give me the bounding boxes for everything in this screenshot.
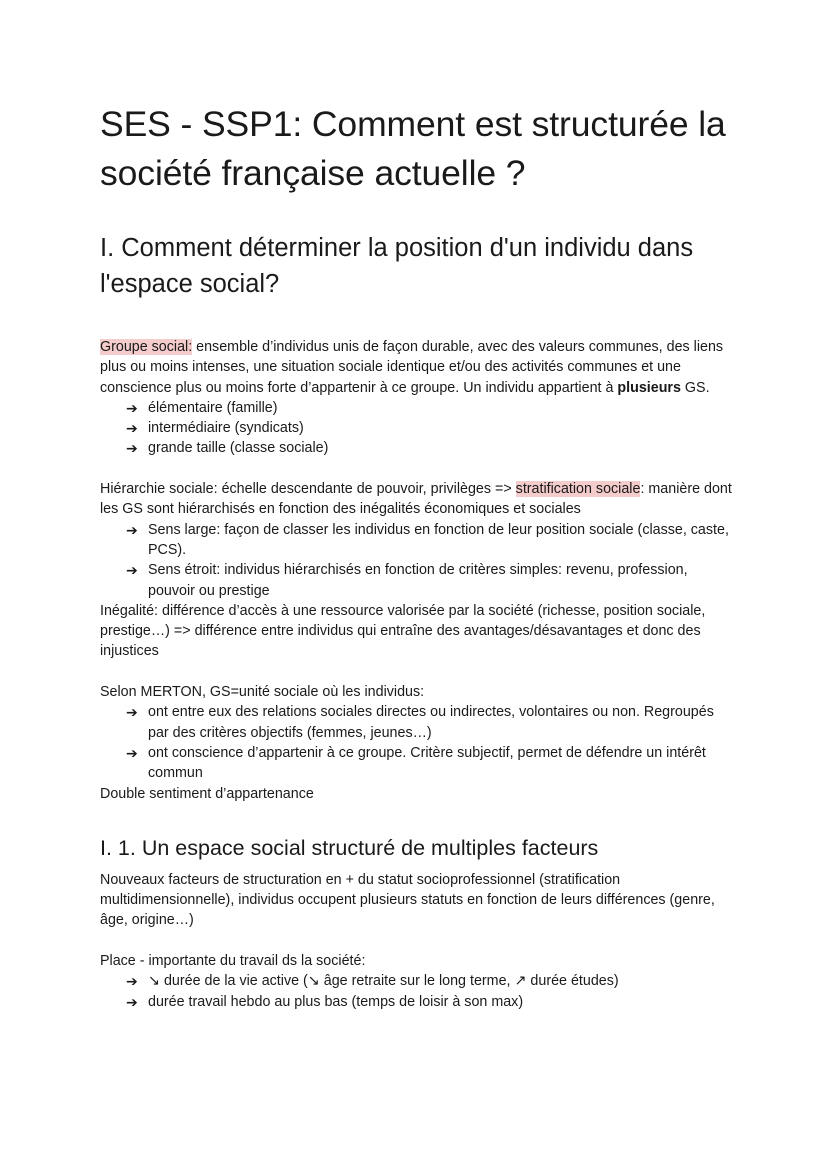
arrow-bullet-icon: ➔ (126, 704, 138, 721)
list-item: ➔ intermédiaire (syndicats) (126, 418, 736, 438)
bold-term: plusieurs (617, 379, 681, 396)
section-heading-1: I. Comment déterminer la position d'un individu dans l'espace social? (100, 234, 694, 298)
list-item: ➔ ont entre eux des relations sociales directes ou indirectes, volontaires ou non. Regroupés par des critères objectifs (femmes, jeunes…) (126, 704, 714, 741)
hierarchie-sociale-paragraph: Hiérarchie sociale: échelle descendante de pouvoir, privilèges => stratification sociale: manière dont les GS sont hiérarchisés en fonction des inégalités économiques et sociales (100, 481, 732, 518)
arrow-bullet-icon: ➔ (126, 973, 138, 990)
document-title: SES - SSP1: Comment est structurée la société française actuelle ? (100, 104, 726, 193)
section-heading-1-1: I. 1. Un espace social structuré de multiples facteurs (100, 835, 599, 860)
stratification-list (100, 520, 736, 601)
list-item: ➔ élémentaire (famille) (126, 398, 736, 418)
arrow-bullet-icon: ➔ (126, 399, 138, 416)
highlighted-term: stratification sociale (515, 481, 641, 498)
groupe-social-definition: Groupe social: ensemble d’individus unis de façon durable, avec des valeurs communes, des liens plus ou moins intenses, une situation sociale identique et/ou des activités communes et une conscience plus ou moins forte d’appartenir à ce groupe. Un individu appartient à plusieurs GS. (100, 339, 724, 396)
list-item: ➔ ↘ durée de la vie active (↘ âge retraite sur le long terme, ↗ durée études) (126, 971, 736, 991)
list-item: ➔ Sens étroit: individus hiérarchisés en fonction de critères simples: revenu, profession, pouvoir ou prestige (126, 562, 688, 599)
list-item: ➔ ont conscience d’appartenir à ce groupe. Critère subjectif, permet de défendre un intérêt commun (126, 744, 706, 782)
arrow-bullet-icon: ➔ (126, 993, 138, 1010)
arrow-bullet-icon: ➔ (126, 562, 138, 579)
arrow-bullet-icon: ➔ (126, 420, 138, 437)
merton-intro: Selon MERTON, GS=unité sociale où les individus: (100, 684, 425, 701)
list-item: ➔ durée travail hebdo au plus bas (temps de loisir à son max) (126, 992, 736, 1012)
groupe-social-list (100, 398, 736, 459)
list-item: ➔ grande taille (classe sociale) (126, 438, 736, 458)
place-travail-intro: Place - importante du travail ds la société: (100, 953, 366, 970)
document-content (100, 100, 736, 1012)
merton-list (100, 702, 736, 783)
travail-list (100, 971, 736, 1012)
arrow-bullet-icon: ➔ (126, 744, 138, 761)
inegalite-paragraph: Inégalité: différence d’accès à une ressource valorisée par la société (richesse, position sociale, prestige…) => différence entre individus qui entraîne des avantages/désavantages et donc des injustices (100, 602, 706, 660)
merton-outro: Double sentiment d’appartenance (100, 785, 314, 802)
highlighted-term: Groupe social: (100, 339, 193, 355)
arrow-bullet-icon: ➔ (126, 521, 138, 538)
list-item: ➔ Sens large: façon de classer les individus en fonction de leur position sociale (classe, caste, PCS). (126, 521, 729, 558)
arrow-bullet-icon: ➔ (126, 440, 138, 457)
structuration-paragraph: Nouveaux facteurs de structuration en + du statut socioprofessionnel (stratification multidimensionnelle), individus occupent plusieurs statuts en fonction de leurs différences (genre, âge, origine…) (100, 871, 715, 929)
